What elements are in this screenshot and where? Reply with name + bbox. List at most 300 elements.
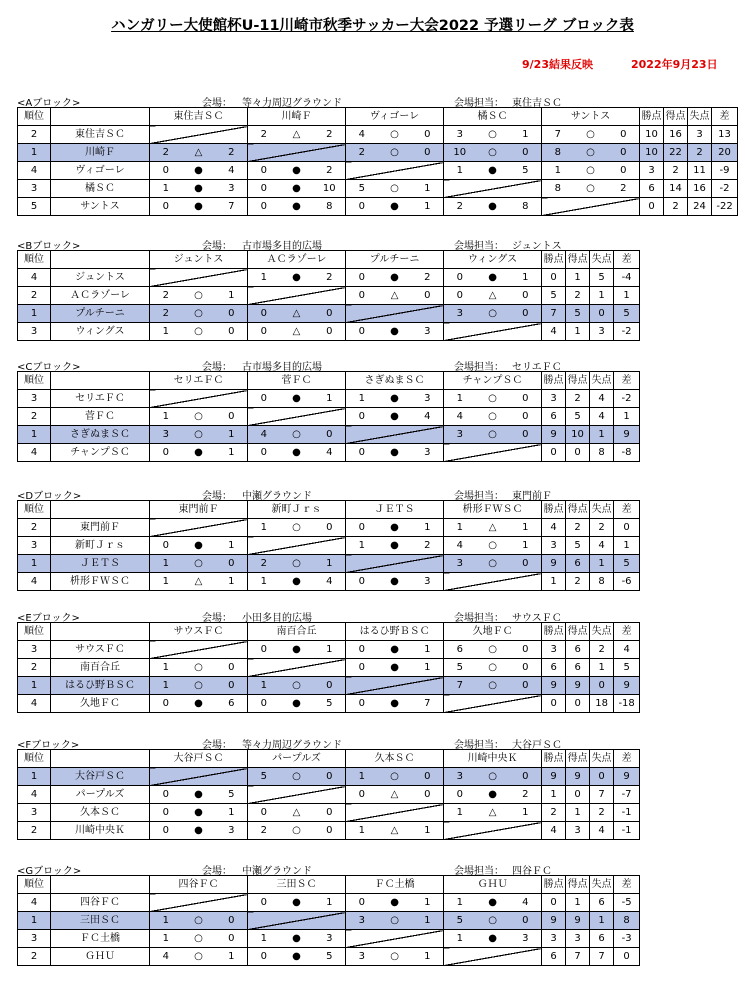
score-for: 3 xyxy=(444,305,476,323)
score-for: 0 xyxy=(444,786,476,804)
goals-for-cell: 6 xyxy=(566,641,590,659)
goal-diff-cell: 13 xyxy=(712,126,738,144)
goal-diff-cell: 5 xyxy=(614,555,640,573)
result-mark: ● xyxy=(476,894,510,912)
manager-label: 会場担当： xyxy=(454,866,504,877)
table-row xyxy=(18,162,738,180)
table-row xyxy=(18,768,640,786)
manager-label: 会場担当： xyxy=(454,491,504,502)
rank-cell: 3 xyxy=(18,390,51,408)
self-match-cell xyxy=(248,659,346,677)
points-cell: 3 xyxy=(542,930,566,948)
rank-cell: 1 xyxy=(18,555,51,573)
score-against: 5 xyxy=(314,948,346,966)
points-cell: 1 xyxy=(542,573,566,591)
rank-cell: 5 xyxy=(18,198,51,216)
score-for: 2 xyxy=(150,305,182,323)
score-for: 0 xyxy=(346,408,378,426)
result-mark: ● xyxy=(280,948,314,966)
rank-cell: 2 xyxy=(18,822,51,840)
goals-for-header: 得点 xyxy=(566,623,590,641)
team-name: 四谷ＦＣ xyxy=(51,894,150,912)
score-against: 1 xyxy=(216,426,248,444)
score-against: 0 xyxy=(412,126,444,144)
rank-cell: 2 xyxy=(18,519,51,537)
goal-diff-cell: -7 xyxy=(614,786,640,804)
rank-cell: 4 xyxy=(18,444,51,462)
score-against: 10 xyxy=(314,180,346,198)
result-mark: ● xyxy=(280,573,314,591)
rank-cell: 1 xyxy=(18,144,51,162)
score-against: 5 xyxy=(314,695,346,713)
score-against: 5 xyxy=(510,162,542,180)
result-mark: ● xyxy=(280,269,314,287)
score-against: 1 xyxy=(216,573,248,591)
score-against: 1 xyxy=(216,287,248,305)
score-against: 0 xyxy=(216,305,248,323)
points-cell: 9 xyxy=(542,555,566,573)
team-name: ＪＥＴＳ xyxy=(51,555,150,573)
score-for: 5 xyxy=(444,912,476,930)
score-against: 6 xyxy=(216,695,248,713)
manager-label: 会場担当： xyxy=(454,98,504,109)
goal-diff-cell: 1 xyxy=(614,408,640,426)
goals-for-cell: 3 xyxy=(566,930,590,948)
result-mark: ○ xyxy=(182,426,216,444)
table-row xyxy=(18,677,640,695)
team-name: セリエＦＣ xyxy=(51,390,150,408)
team-name: サントス xyxy=(51,198,150,216)
points-header: 勝点 xyxy=(542,750,566,768)
goal-diff-cell: -8 xyxy=(614,444,640,462)
manager-name: 東門前Ｆ xyxy=(512,491,552,502)
goals-for-cell: 0 xyxy=(566,695,590,713)
result-mark: ● xyxy=(182,786,216,804)
score-for: 1 xyxy=(150,180,182,198)
block xyxy=(17,235,639,341)
team-name: 南百合丘 xyxy=(51,659,150,677)
block-header xyxy=(17,235,639,250)
self-match-cell xyxy=(542,198,640,216)
score-against: 0 xyxy=(510,912,542,930)
goals-for-cell: 6 xyxy=(566,555,590,573)
score-for: 1 xyxy=(346,390,378,408)
self-match-cell xyxy=(444,822,542,840)
points-cell: 0 xyxy=(542,695,566,713)
score-for: 4 xyxy=(150,948,182,966)
points-cell: 9 xyxy=(542,768,566,786)
venue-label: 会場： xyxy=(202,362,232,373)
score-against: 1 xyxy=(510,519,542,537)
venue-name: 小田多目的広場 xyxy=(242,613,312,624)
goal-diff-cell: 0 xyxy=(614,519,640,537)
rank-cell: 2 xyxy=(18,126,51,144)
points-cell: 9 xyxy=(542,912,566,930)
score-against: 7 xyxy=(412,695,444,713)
table-row xyxy=(18,126,738,144)
result-mark: ○ xyxy=(476,768,510,786)
points-header: 勝点 xyxy=(542,251,566,269)
result-mark: ● xyxy=(280,641,314,659)
goal-diff-cell: -1 xyxy=(614,822,640,840)
result-mark: ○ xyxy=(378,144,412,162)
score-for: 0 xyxy=(248,444,280,462)
goals-against-cell: 8 xyxy=(590,444,614,462)
score-for: 0 xyxy=(346,894,378,912)
rank-cell: 3 xyxy=(18,641,51,659)
score-for: 1 xyxy=(444,390,476,408)
block-name: <Eブロック> xyxy=(17,613,80,624)
score-against: 2 xyxy=(608,180,640,198)
score-for: 1 xyxy=(444,894,476,912)
goals-against-header: 失点 xyxy=(590,623,614,641)
self-match-cell xyxy=(248,408,346,426)
goal-diff-cell: 9 xyxy=(614,426,640,444)
result-mark: ○ xyxy=(476,537,510,555)
rank-cell: 1 xyxy=(18,305,51,323)
self-match-cell xyxy=(150,390,248,408)
goals-against-cell: 4 xyxy=(590,408,614,426)
goals-against-cell: 3 xyxy=(688,126,712,144)
score-for: 1 xyxy=(346,768,378,786)
block xyxy=(17,607,639,713)
self-match-cell xyxy=(248,786,346,804)
points-cell: 0 xyxy=(542,269,566,287)
table-row xyxy=(18,537,640,555)
score-against: 2 xyxy=(412,269,444,287)
points-cell: 0 xyxy=(640,198,664,216)
result-mark: ● xyxy=(280,444,314,462)
points-cell: 6 xyxy=(542,408,566,426)
score-against: 8 xyxy=(510,198,542,216)
block xyxy=(17,734,639,840)
opponent-header: ジュントス xyxy=(150,251,248,269)
goals-for-cell: 22 xyxy=(664,144,688,162)
points-cell: 5 xyxy=(542,287,566,305)
self-match-cell xyxy=(346,305,444,323)
goals-against-cell: 2 xyxy=(590,804,614,822)
score-against: 0 xyxy=(608,126,640,144)
block xyxy=(17,92,733,216)
goals-against-cell: 8 xyxy=(590,573,614,591)
team-name: ＡＣラゾーレ xyxy=(51,287,150,305)
result-mark: △ xyxy=(378,822,412,840)
standings-table xyxy=(17,875,640,966)
score-against: 4 xyxy=(412,408,444,426)
rank-cell: 1 xyxy=(18,768,51,786)
score-for: 0 xyxy=(346,519,378,537)
score-for: 1 xyxy=(248,930,280,948)
score-for: 2 xyxy=(248,822,280,840)
block-header xyxy=(17,860,639,875)
rank-header: 順位 xyxy=(18,372,51,390)
table-row xyxy=(18,198,738,216)
self-match-cell xyxy=(248,144,346,162)
score-for: 4 xyxy=(444,537,476,555)
manager-label: 会場担当： xyxy=(454,740,504,751)
goal-diff-cell: -6 xyxy=(614,573,640,591)
goals-for-cell: 9 xyxy=(566,768,590,786)
score-for: 0 xyxy=(150,695,182,713)
result-mark: △ xyxy=(182,144,216,162)
block-name: <Aブロック> xyxy=(17,98,81,109)
table-header-row xyxy=(18,623,640,641)
team-header xyxy=(51,108,150,126)
self-match-cell xyxy=(444,444,542,462)
result-mark: ● xyxy=(182,804,216,822)
score-against: 1 xyxy=(216,948,248,966)
team-name: 東住吉ＳＣ xyxy=(51,126,150,144)
goal-diff-cell: -22 xyxy=(712,198,738,216)
opponent-header: 川崎Ｆ xyxy=(248,108,346,126)
rank-header: 順位 xyxy=(18,108,51,126)
team-name: 川崎Ｆ xyxy=(51,144,150,162)
score-against: 4 xyxy=(314,444,346,462)
table-header-row xyxy=(18,876,640,894)
score-for: 0 xyxy=(346,641,378,659)
goals-against-cell: 1 xyxy=(590,659,614,677)
score-for: 5 xyxy=(248,768,280,786)
score-for: 0 xyxy=(444,269,476,287)
score-for: 1 xyxy=(248,519,280,537)
opponent-header: 東門前Ｆ xyxy=(150,501,248,519)
score-against: 1 xyxy=(510,537,542,555)
rank-cell: 4 xyxy=(18,573,51,591)
score-for: 1 xyxy=(346,822,378,840)
score-against: 3 xyxy=(510,930,542,948)
team-name: ＦＣ土橋 xyxy=(51,930,150,948)
goal-diff-cell: 4 xyxy=(614,641,640,659)
team-name: 枡形ＦＷＳＣ xyxy=(51,573,150,591)
result-mark: ○ xyxy=(476,126,510,144)
table-row xyxy=(18,180,738,198)
venue-label: 会場： xyxy=(202,740,232,751)
result-mark: △ xyxy=(182,573,216,591)
score-for: 2 xyxy=(150,144,182,162)
result-mark: ● xyxy=(378,519,412,537)
points-cell: 3 xyxy=(640,162,664,180)
result-mark: ○ xyxy=(182,305,216,323)
block-header xyxy=(17,734,639,749)
team-name: はるひ野ＢＳＣ xyxy=(51,677,150,695)
rank-cell: 4 xyxy=(18,162,51,180)
goal-diff-cell: -2 xyxy=(712,180,738,198)
self-match-cell xyxy=(248,537,346,555)
score-for: 1 xyxy=(150,408,182,426)
opponent-header: 東住吉ＳＣ xyxy=(150,108,248,126)
goal-diff-cell: 9 xyxy=(614,768,640,786)
points-cell: 1 xyxy=(542,786,566,804)
opponent-header: ウィングス xyxy=(444,251,542,269)
venue-name: 古市場多目的広場 xyxy=(242,241,322,252)
opponent-header: 大谷戸ＳＣ xyxy=(150,750,248,768)
goals-against-cell: 0 xyxy=(590,768,614,786)
result-mark: ○ xyxy=(476,408,510,426)
table-row xyxy=(18,786,640,804)
points-cell: 3 xyxy=(542,641,566,659)
team-name: 新町Ｊｒｓ xyxy=(51,537,150,555)
score-against: 2 xyxy=(314,269,346,287)
result-mark: ○ xyxy=(476,426,510,444)
team-header xyxy=(51,251,150,269)
score-for: 0 xyxy=(150,198,182,216)
goals-for-cell: 1 xyxy=(566,269,590,287)
team-name: 三田ＳＣ xyxy=(51,912,150,930)
score-for: 1 xyxy=(150,573,182,591)
rank-cell: 2 xyxy=(18,408,51,426)
result-mark: ○ xyxy=(182,948,216,966)
opponent-header: 四谷ＦＣ xyxy=(150,876,248,894)
opponent-header: 久本ＳＣ xyxy=(346,750,444,768)
result-mark: ● xyxy=(378,695,412,713)
table-header-row xyxy=(18,251,640,269)
score-against: 2 xyxy=(314,126,346,144)
team-name: ウィングス xyxy=(51,323,150,341)
score-against: 1 xyxy=(216,537,248,555)
score-for: 4 xyxy=(248,426,280,444)
score-for: 3 xyxy=(150,426,182,444)
result-mark: ● xyxy=(378,269,412,287)
goal-diff-cell: 1 xyxy=(614,287,640,305)
rank-header: 順位 xyxy=(18,623,51,641)
score-against: 2 xyxy=(216,144,248,162)
result-mark: ● xyxy=(182,198,216,216)
goal-diff-cell: -1 xyxy=(614,804,640,822)
score-against: 0 xyxy=(216,930,248,948)
score-for: 2 xyxy=(444,198,476,216)
team-name: ジュントス xyxy=(51,269,150,287)
points-header: 勝点 xyxy=(542,876,566,894)
points-cell: 10 xyxy=(640,144,664,162)
opponent-header: 枡形ＦＷＳＣ xyxy=(444,501,542,519)
score-against: 0 xyxy=(510,641,542,659)
result-mark: ○ xyxy=(280,822,314,840)
points-header: 勝点 xyxy=(542,623,566,641)
score-against: 5 xyxy=(216,786,248,804)
venue-name: 中瀬グラウンド xyxy=(242,491,312,502)
table-row xyxy=(18,894,640,912)
score-against: 0 xyxy=(608,144,640,162)
block-header xyxy=(17,92,639,107)
standings-table xyxy=(17,622,640,713)
result-mark: ● xyxy=(476,269,510,287)
score-for: 1 xyxy=(248,573,280,591)
result-mark: △ xyxy=(378,786,412,804)
score-for: 1 xyxy=(542,162,574,180)
update-note: 9/23結果反映 xyxy=(522,58,593,71)
result-mark: ○ xyxy=(476,912,510,930)
score-for: 0 xyxy=(248,641,280,659)
score-against: 7 xyxy=(216,198,248,216)
manager-name: セリエＦＣ xyxy=(512,362,562,373)
points-cell: 9 xyxy=(542,677,566,695)
score-against: 3 xyxy=(314,930,346,948)
score-for: 0 xyxy=(248,948,280,966)
score-against: 0 xyxy=(314,519,346,537)
opponent-header: 新町Ｊｒｓ xyxy=(248,501,346,519)
goal-diff-cell: 5 xyxy=(614,305,640,323)
score-against: 0 xyxy=(412,144,444,162)
self-match-cell xyxy=(150,894,248,912)
score-for: 7 xyxy=(444,677,476,695)
goals-against-cell: 2 xyxy=(590,519,614,537)
result-mark: ● xyxy=(182,180,216,198)
result-mark: ● xyxy=(378,537,412,555)
goals-against-cell: 3 xyxy=(590,323,614,341)
table-row xyxy=(18,822,640,840)
score-against: 3 xyxy=(412,390,444,408)
self-match-cell xyxy=(346,677,444,695)
score-for: 3 xyxy=(346,912,378,930)
goal-diff-header: 差 xyxy=(614,372,640,390)
result-mark: ○ xyxy=(476,555,510,573)
goal-diff-header: 差 xyxy=(614,251,640,269)
score-against: 1 xyxy=(412,948,444,966)
score-for: 1 xyxy=(248,269,280,287)
goals-for-cell: 10 xyxy=(566,426,590,444)
score-for: 1 xyxy=(150,930,182,948)
goal-diff-cell: -5 xyxy=(614,894,640,912)
standings-table xyxy=(17,749,640,840)
self-match-cell xyxy=(150,641,248,659)
result-mark: ● xyxy=(476,786,510,804)
points-cell: 10 xyxy=(640,126,664,144)
goals-against-cell: 7 xyxy=(590,786,614,804)
score-against: 0 xyxy=(510,287,542,305)
score-for: 4 xyxy=(444,408,476,426)
venue-label: 会場： xyxy=(202,241,232,252)
score-against: 0 xyxy=(314,804,346,822)
goal-diff-header: 差 xyxy=(614,501,640,519)
score-for: 0 xyxy=(248,198,280,216)
points-cell: 4 xyxy=(542,519,566,537)
opponent-header: サウスＦＣ xyxy=(150,623,248,641)
score-against: 1 xyxy=(412,180,444,198)
score-against: 0 xyxy=(412,768,444,786)
goals-against-header: 失点 xyxy=(590,251,614,269)
rank-header: 順位 xyxy=(18,750,51,768)
goals-for-cell: 5 xyxy=(566,408,590,426)
score-for: 1 xyxy=(444,804,476,822)
score-for: 0 xyxy=(150,804,182,822)
goals-for-cell: 1 xyxy=(566,323,590,341)
score-for: 1 xyxy=(444,930,476,948)
result-mark: △ xyxy=(280,305,314,323)
points-cell: 7 xyxy=(542,305,566,323)
score-against: 4 xyxy=(216,162,248,180)
score-for: 1 xyxy=(444,519,476,537)
result-mark: △ xyxy=(476,804,510,822)
venue-name: 古市場多目的広場 xyxy=(242,362,322,373)
table-row xyxy=(18,912,640,930)
score-for: 0 xyxy=(444,287,476,305)
result-mark: △ xyxy=(476,519,510,537)
result-mark: ○ xyxy=(378,912,412,930)
score-for: 5 xyxy=(444,659,476,677)
page-title-text: ハンガリー大使館杯U-11川崎市秋季サッカー大会2022 予選リーグ ブロック表 xyxy=(111,18,634,34)
score-against: 0 xyxy=(510,677,542,695)
goals-against-cell: 24 xyxy=(688,198,712,216)
result-mark: ○ xyxy=(378,180,412,198)
self-match-cell xyxy=(150,519,248,537)
goal-diff-cell: 8 xyxy=(614,912,640,930)
score-against: 1 xyxy=(412,198,444,216)
points-header: 勝点 xyxy=(542,372,566,390)
venue-name: 等々力周辺グラウンド xyxy=(242,740,342,751)
goals-against-cell: 4 xyxy=(590,390,614,408)
venue-label: 会場： xyxy=(202,866,232,877)
score-for: 0 xyxy=(346,287,378,305)
